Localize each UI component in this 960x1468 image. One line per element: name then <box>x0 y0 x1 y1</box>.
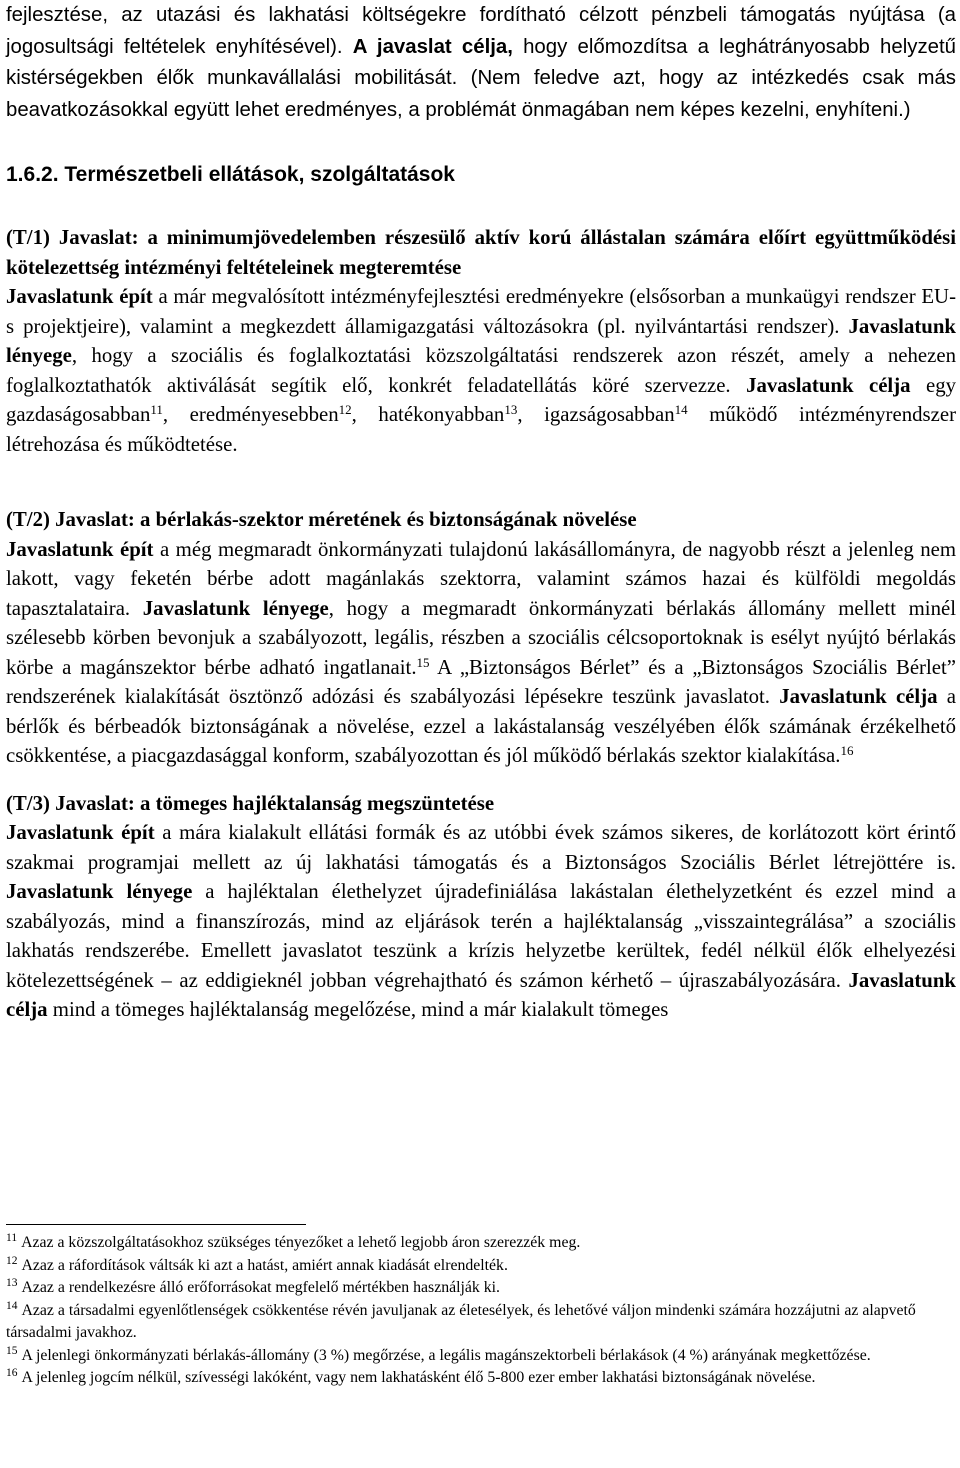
t1-bold-1: Javaslatunk épít <box>6 285 153 308</box>
footnote-text: A jelenlegi önkormányzati bérlakás-állomány (3 %) megőrzése, a legális magánszektorbeli bérlakások (4 %) arányának megkettőzése. <box>21 1346 871 1364</box>
footnote-12 <box>6 1255 956 1278</box>
section-t2 <box>6 505 956 771</box>
t3-text-2: a hajléktalan élethelyzet újradefiniálása lakástalan élethelyzetként és ezzel mind a szabályozás, mind a finanszírozás, mind az eljárások terén a hajléktalanság „visszaintegrálása” a szociális lakhatás rendszerébe. Emellett javaslatot teszünk a krízis helyzetbe kerültek, fedél nélkül élők elhelyezési kötelezettségének – az eddigieknél jobban végrehajtható és számon kérhető – újraszabályozására. <box>6 880 956 992</box>
t2-bold-2: Javaslatunk lényege <box>142 596 329 620</box>
t2-text-3: A „Biztonságos Bérlet” és a „Biztonságos Szociális Bérlet” rendszerének kialakítását ösztönző adózási és szabályozási lépésekre teszünk javaslatot. <box>6 655 956 708</box>
section-t3 <box>6 789 956 1025</box>
footnote-text: Azaz a közszolgáltatásokhoz szükséges tényezőket a lehető legjobb áron szerezzék meg. <box>21 1234 581 1251</box>
footnotes <box>6 1232 956 1390</box>
t1-text-4: , eredményesebben <box>162 403 339 426</box>
footnote-text: Azaz a ráfordítások váltsák ki azt a hatást, amiért annak kiadását elrendelték. <box>21 1256 508 1274</box>
t1-text-3: egy gazdaságosabban <box>6 373 956 426</box>
t1-bold-2: Javaslatunk lényege <box>6 314 956 367</box>
footnote-text: Azaz a rendelkezésre álló erőforrásokat megfelelő mértékben használják ki. <box>21 1279 500 1296</box>
t1-text-2: , hogy a szociális és foglalkoztatási közszolgáltatási rendszerek azon részét, amely a nehezen foglalkoztathatók aktiválását segítik elő, konkrét feladatellátás köré szervezze. <box>6 344 956 397</box>
t2-bold-1: Javaslatunk épít <box>6 537 154 561</box>
footnote-separator <box>6 1224 306 1225</box>
intro-rest-text: hogy előmozdítsa a leghátrányosabb helyzetű kistérségekben élők munkavállalási mobilitását. (Nem feledve azt, hogy az intézkedés csak más beavatkozásokkal együtt lehet eredményes, a problémát önmagában nem képes kezelni, enyhíteni.) <box>6 35 956 121</box>
footnote-number: 15 <box>6 1344 18 1357</box>
section-t1 <box>6 223 956 459</box>
t1-text-1: a már megvalósított intézményfejlesztési eredményekre (elsősorban a munkaügyi rendszer EU-s projektjeire), valamint a megkezdett államigazgatási változásokra (pl. nyilvántartási rendszer). <box>6 285 957 338</box>
t2-text-2: , hogy a megmaradt önkormányzati bérlakás állomány mellett minél szélesebb körben bevonjuk a szabályozott, legális, részben a szociális célcsoportoknak is esélyt nyújtó bérlakás körbe a magánszektor bérbe adható ingatlanait. <box>6 596 956 679</box>
footnote-number: 16 <box>6 1367 18 1380</box>
t1-text-5: , hatékonyabban <box>351 403 505 426</box>
document-page <box>6 0 956 1025</box>
t1-text-7: működő intézményrendszer létrehozása és működtetése. <box>6 403 956 456</box>
t2-bold-3: Javaslatunk célja <box>779 685 938 708</box>
t1-text-6: , igazságosabban <box>517 403 675 426</box>
footnote-14 <box>6 1300 956 1345</box>
footnote-16 <box>6 1367 956 1390</box>
t2-text-4: a bérlők és bérbeadók biztonságának a növelése, ezzel a lakástalanság veszélyében élők számának érzékelhető csökkentése, a piacgazdasággal konform, szabályozottan és jól működő bérlakás szektor kialakítása. <box>6 685 956 767</box>
t2-text-1: a még megmaradt önkormányzati tulajdonú lakásállományra, de nagyobb részt a jelenleg nem lakott, vagy feketén bérbe adott magánlakás szektorra, valamint számos hazai és külföldi megoldás tapasztalataira. <box>6 537 957 620</box>
footnote-number: 12 <box>6 1254 18 1267</box>
intro-lead-text: fejlesztése, az utazási és lakhatási költségekre fordítható célzott pénzbeli támogatás nyújtása (a jogosultsági feltételek enyhítésével). <box>6 4 956 58</box>
intro-paragraph <box>6 0 956 126</box>
footnote-number: 13 <box>6 1277 18 1290</box>
footnote-ref-16[interactable]: 16 <box>840 742 854 758</box>
section-heading: 1.6.2. Természetbeli ellátások, szolgáltatások <box>6 163 455 186</box>
footnote-text: Azaz a társadalmi egyenlőtlenségek csökkentése révén javuljanak az életesélyek, és lehetővé váljon mindenki számára hozzájutni az alapvető társadalmi javakhoz. <box>6 1301 916 1341</box>
t1-title: (T/1) Javaslat: a minimumjövedelemben részesülő aktív korú állástalan számára előírt együttműködési kötelezettség intézményi feltételeinek megteremtése <box>6 226 956 279</box>
footnote-ref-13[interactable]: 13 <box>504 401 518 417</box>
t3-bold-3: Javaslatunk célja <box>6 968 956 1021</box>
footnote-ref-12[interactable]: 12 <box>338 401 352 417</box>
footnote-11 <box>6 1232 956 1255</box>
footnote-ref-15[interactable]: 15 <box>416 654 430 670</box>
t3-bold-1: Javaslatunk épít <box>6 821 155 844</box>
t3-body <box>6 818 956 1025</box>
footnote-ref-14[interactable]: 14 <box>674 401 688 417</box>
t3-text-3: mind a tömeges hajléktalanság megelőzése, mind a már kialakult tömeges <box>47 998 669 1021</box>
footnote-text: A jelenleg jogcím nélkül, szívességi lakóként, vagy nem lakhatásként élő 5-800 ezer ember lakhatási biztonságának növelése. <box>21 1369 816 1386</box>
t2-body <box>6 535 956 771</box>
t3-text-1: a mára kialakult ellátási formák és az utóbbi évek számos sikeres, de korlátozott kört érintő szakmai programjai mellett az új lakhatási támogatás és a Biztonságos Szociális Bérlet létrejöttére is. <box>6 821 956 874</box>
t3-title: (T/3) Javaslat: a tömeges hajléktalanság megszüntetése <box>6 791 495 815</box>
footnote-number: 14 <box>6 1299 18 1312</box>
footnote-15 <box>6 1345 956 1368</box>
footnote-ref-11[interactable]: 11 <box>150 401 163 417</box>
footnote-number: 11 <box>6 1232 18 1245</box>
t1-bold-3: Javaslatunk célja <box>746 373 911 397</box>
footnote-13 <box>6 1277 956 1300</box>
t3-bold-2: Javaslatunk lényege <box>6 880 193 903</box>
intro-bold-text: A javaslat célja, <box>352 35 513 58</box>
t2-title: (T/2) Javaslat: a bérlakás-szektor méretének és biztonságának növelése <box>6 508 637 531</box>
t1-body <box>6 282 956 459</box>
